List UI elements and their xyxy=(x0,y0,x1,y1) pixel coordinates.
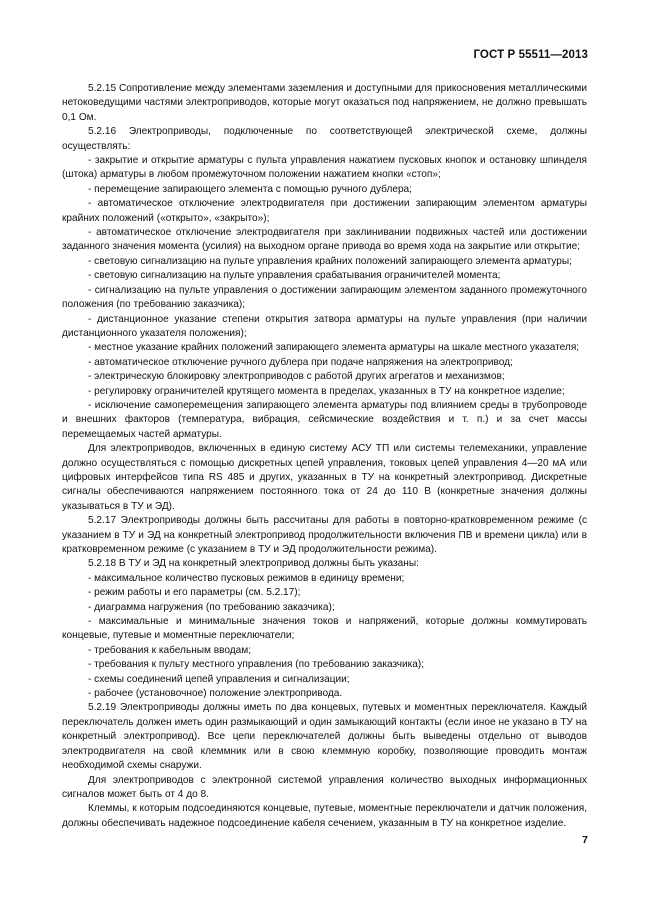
list-item: - световую сигнализацию на пульте управления срабатывания ограничителей момента; xyxy=(88,270,501,282)
paragraph-terminals: Клеммы, к которым подсоединяются концевые, путевые, моментные переключатели и датчик положения, должны обеспечивать надежное подсоединение кабеля сечением, указанным в ТУ на конкретное изделие. xyxy=(62,803,587,829)
paragraph-electronic-control: Для электроприводов с электронной системой управления количество выходных информационных сигналов может быть от 4 до 8. xyxy=(62,774,587,800)
list-item: - автоматическое отключение ручного дублера при подаче напряжения на электропривод; xyxy=(88,356,513,368)
list-item: - режим работы и его параметры (см. 5.2.17); xyxy=(88,587,301,599)
list-item: - автоматическое отключение электродвигателя при достижении запирающим элементом арматуры крайних положений («открыто», «закрыто»); xyxy=(62,198,587,224)
paragraph-5-2-19: 5.2.19 Электроприводы должны иметь по два концевых, путевых и моментных переключателя. Каждый переключатель должен иметь один размыкающий и один замыкающий контакты (если иное не указано в ТУ на конкретный электропривод). Все цепи переключателей должны быть выведены отдельно от выводов электродвигателя на свой клеммник или в свою клеммную коробку, позволяющие проводить монтаж необходимой схемы снаружи. xyxy=(62,702,587,772)
paragraph-5-2-15: 5.2.15 Сопротивление между элементами заземления и доступными для прикосновения металлическими нетоковедущими частями электроприводов, которые могут оказаться под напряжением, не должно превышать 0,1 Ом. xyxy=(62,83,587,123)
list-item: - максимальное количество пусковых режимов в единицу времени; xyxy=(88,572,405,584)
page-number: 7 xyxy=(582,834,588,846)
list-item: - рабочее (установочное) положение электропривода. xyxy=(88,688,343,700)
list-item: - требования к пульту местного управления (по требованию заказчика); xyxy=(88,659,425,671)
list-item: - перемещение запирающего элемента с помощью ручного дублера; xyxy=(88,183,412,195)
list-item: - максимальные и минимальные значения токов и напряжений, которые должны коммутировать концевые, путевые и моментные переключатели; xyxy=(62,616,587,642)
list-item: - местное указание крайних положений запирающего элемента арматуры на шкале местного указателя; xyxy=(88,342,580,354)
paragraph-5-2-17: 5.2.17 Электроприводы должны быть рассчитаны для работы в повторно-кратковременном режиме (с указанием в ТУ и ЭД на конкретный электропривод продолжительности включения ПВ и времени цикла) или в кратковременном режиме (с указанием в ТУ и ЭД продолжительности режима). xyxy=(62,515,587,555)
list-item: - автоматическое отключение электродвигателя при заклинивании подвижных частей или достижении заданного значения момента (усилия) на выходном органе привода во время хода на закрытие или открытие; xyxy=(62,227,587,253)
document-body xyxy=(62,82,587,831)
list-item: - сигнализацию на пульте управления о достижении запирающим элементом заданного промежуточного положения (по требованию заказчика); xyxy=(62,284,587,311)
list-item: - дистанционное указание степени открытия затвора арматуры на пульте управления (при наличии дистанционного указателя положения); xyxy=(62,313,587,339)
list-item: - диаграмма нагружения (по требованию заказчика); xyxy=(88,601,335,613)
list-item: - электрическую блокировку электроприводов с работой других агрегатов и механизмов; xyxy=(88,371,505,383)
list-item: - схемы соединений цепей управления и сигнализации; xyxy=(88,673,350,685)
list-item: - регулировку ограничителей крутящего момента в пределах, указанных в ТУ на конкретное изделие; xyxy=(88,385,565,397)
paragraph-5-2-18: 5.2.18 В ТУ и ЭД на конкретный электропривод должны быть указаны: xyxy=(88,558,419,570)
list-item: - требования к кабельным вводам; xyxy=(88,644,252,656)
paragraph-5-2-16: 5.2.16 Электроприводы, подключенные по соответствующей электрической схеме, должны осуществлять: xyxy=(62,126,587,152)
paragraph-asu-tp: Для электроприводов, включенных в единую систему АСУ ТП или системы телемеханики, управление должно осуществляться с помощью дискретных цепей управления, токовых цепей управления 4—20 мА или цифровых интерфейсов типа RS 485 и других, указанных в ТУ на конкретный электропривод. Дискретные сигналы обеспечиваются напряжением постоянного тока от 24 до 110 В (конкретные значения должны указываться в ТУ и ЭД). xyxy=(62,443,587,512)
list-item: - закрытие и открытие арматуры с пульта управления нажатием пусковых кнопок и остановку шпинделя (штока) арматуры в любом промежуточном положении нажатием кнопки «стоп»; xyxy=(62,155,587,181)
list-item: - исключение самоперемещения запирающего элемента арматуры под влиянием среды в трубопроводе и внешних факторов (температура, вибрация, сейсмические воздействия и т. п.) и за счет массы перемещаемых частей арматуры. xyxy=(62,399,587,440)
document-header: ГОСТ Р 55511—2013 xyxy=(473,49,588,61)
list-item: - световую сигнализацию на пульте управления крайних положений запирающего элемента арматуры; xyxy=(88,255,572,267)
